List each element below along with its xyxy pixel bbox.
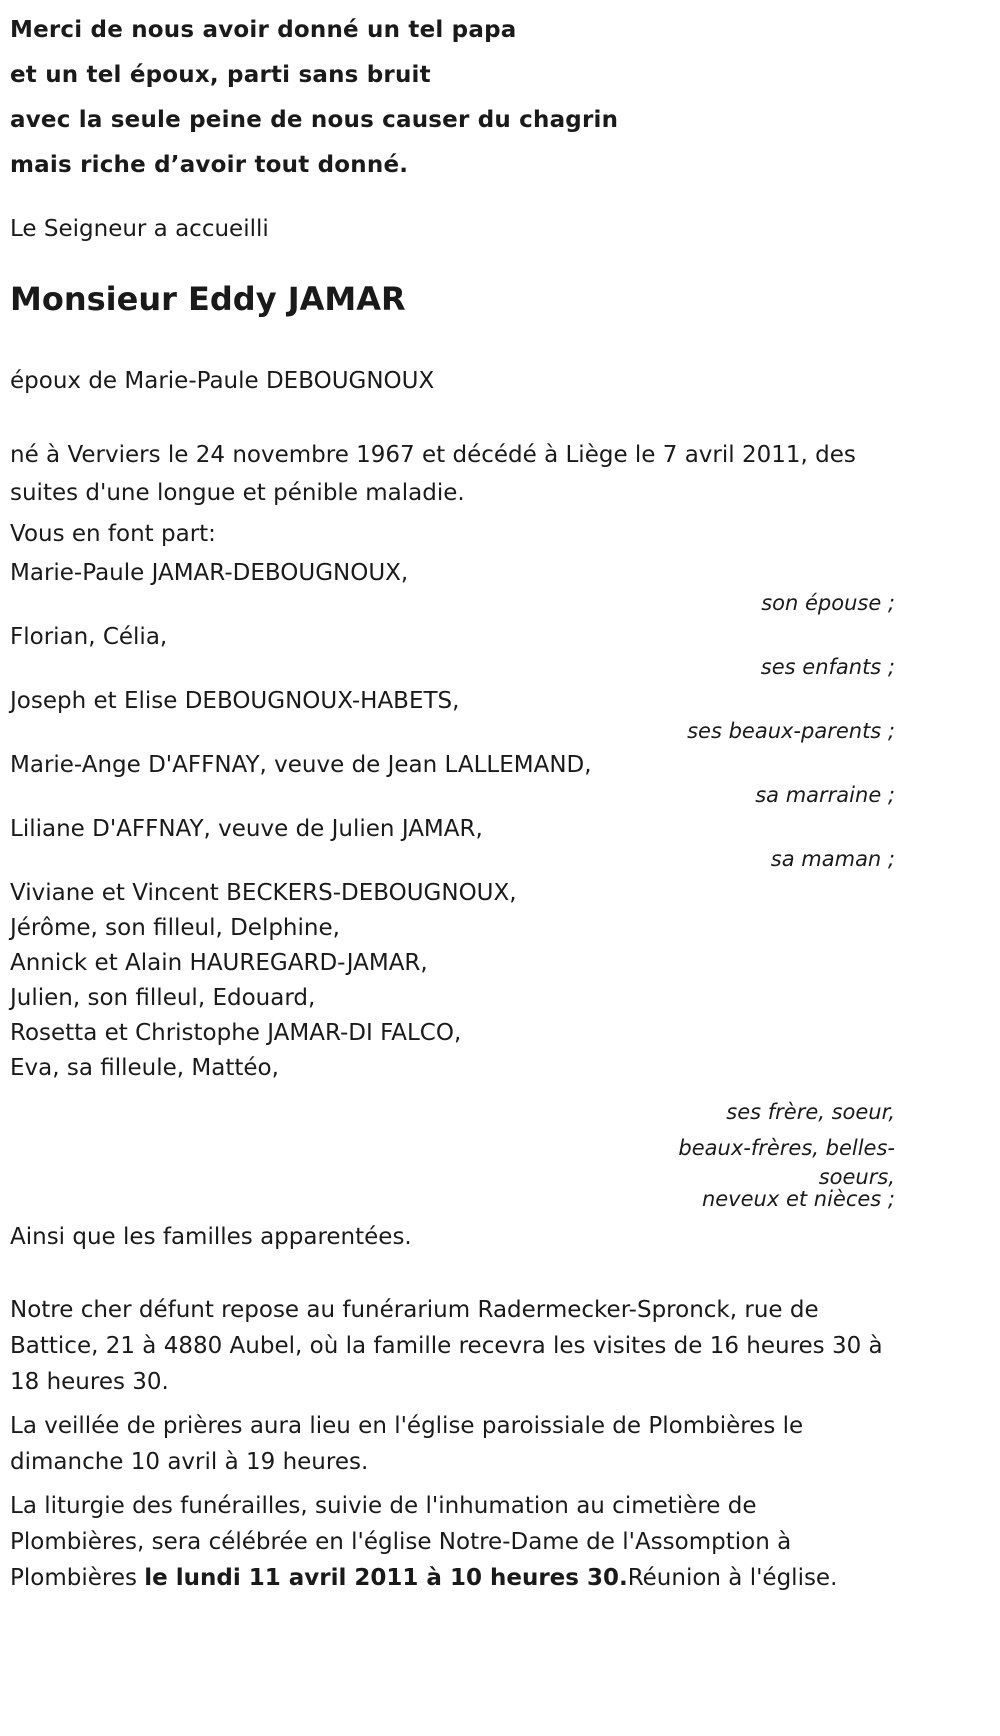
- relative-role: sa marraine ;: [755, 783, 895, 807]
- sibling-names: Eva, sa filleule, Mattéo,: [10, 1055, 279, 1081]
- siblings-role: [10, 1094, 895, 1210]
- vigil-paragraph: La veillée de prières aura lieu en l'église paroissiale de Plombières le dimanche 10 avril à 19 heures.: [10, 1413, 804, 1475]
- relative-role: son épouse ;: [761, 591, 895, 615]
- liturgy-text: La liturgie des funérailles, suivie de l'inhumation au cimetière de Plombières, sera célébrée en l'église Notre-Dame de l'Assomption à Plombières: [10, 1493, 792, 1591]
- siblings-role-line: ses frère, soeur,: [726, 1100, 895, 1124]
- birth-death-text: né à Verviers le 24 novembre 1967 et décédé à Liège le 7 avril 2011, des suites d'une longue et pénible maladie.: [10, 442, 856, 506]
- announcement: Vous en font part:: [10, 521, 216, 547]
- relative-role: ses beaux-parents ;: [687, 719, 895, 743]
- relative-names: Florian, Célia,: [10, 624, 168, 650]
- relative-names: Joseph et Elise DEBOUGNOUX-HABETS,: [10, 688, 460, 714]
- opening-poem: [10, 0, 895, 188]
- poem-line: et un tel époux, parti sans bruit: [10, 62, 431, 88]
- funerarium-paragraph: Notre cher défunt repose au funérarium Radermecker-Spronck, rue de Battice, 21 à 4880 Aubel, où la famille recevra les visites de 16 heures 30 à 18 heures 30.: [10, 1297, 883, 1395]
- sibling-names: Viviane et Vincent BECKERS-DEBOUGNOUX,: [10, 880, 517, 906]
- poem-line: mais riche d’avoir tout donné.: [10, 152, 409, 178]
- sibling-names: Rosetta et Christophe JAMAR-DI FALCO,: [10, 1020, 462, 1046]
- liturgy-meeting: Réunion à l'église.: [627, 1565, 838, 1591]
- relative-entry: [10, 556, 895, 617]
- relative-names: Marie-Paule JAMAR-DEBOUGNOUX,: [10, 560, 409, 586]
- relative-role: sa maman ;: [770, 847, 895, 871]
- siblings-role-line: beaux-frères, belles-: [678, 1136, 895, 1160]
- siblings-role-line: neveux et nièces ;: [701, 1187, 895, 1211]
- intro-text: Le Seigneur a accueilli: [10, 216, 269, 242]
- liturgy-paragraph: [10, 1488, 895, 1596]
- sibling-names: Julien, son filleul, Edouard,: [10, 985, 316, 1011]
- spouse-line: époux de Marie-Paule DEBOUGNOUX: [10, 368, 435, 394]
- relative-role: ses enfants ;: [760, 655, 895, 679]
- siblings-entry: [10, 876, 895, 1210]
- poem-line: avec la seule peine de nous causer du chagrin: [10, 107, 619, 133]
- relative-entry: [10, 684, 895, 745]
- obituary-notice: [10, 0, 895, 1596]
- relative-entry: [10, 620, 895, 681]
- deceased-name: Monsieur Eddy JAMAR: [10, 280, 406, 318]
- liturgy-date: le lundi 11 avril 2011 à 10 heures 30.: [144, 1565, 628, 1591]
- poem-line: Merci de nous avoir donné un tel papa: [10, 17, 517, 43]
- families-line: Ainsi que les familles apparentées.: [10, 1224, 412, 1250]
- relative-entry: [10, 812, 895, 873]
- sibling-names: Annick et Alain HAUREGARD-JAMAR,: [10, 950, 428, 976]
- sibling-names: Jérôme, son filleul, Delphine,: [10, 915, 340, 941]
- relative-entry: [10, 748, 895, 809]
- relatives-list: [10, 556, 895, 1210]
- relative-names: Liliane D'AFFNAY, veuve de Julien JAMAR,: [10, 816, 483, 842]
- siblings-role-line: soeurs,: [818, 1165, 895, 1189]
- relative-names: Marie-Ange D'AFFNAY, veuve de Jean LALLEMAND,: [10, 752, 592, 778]
